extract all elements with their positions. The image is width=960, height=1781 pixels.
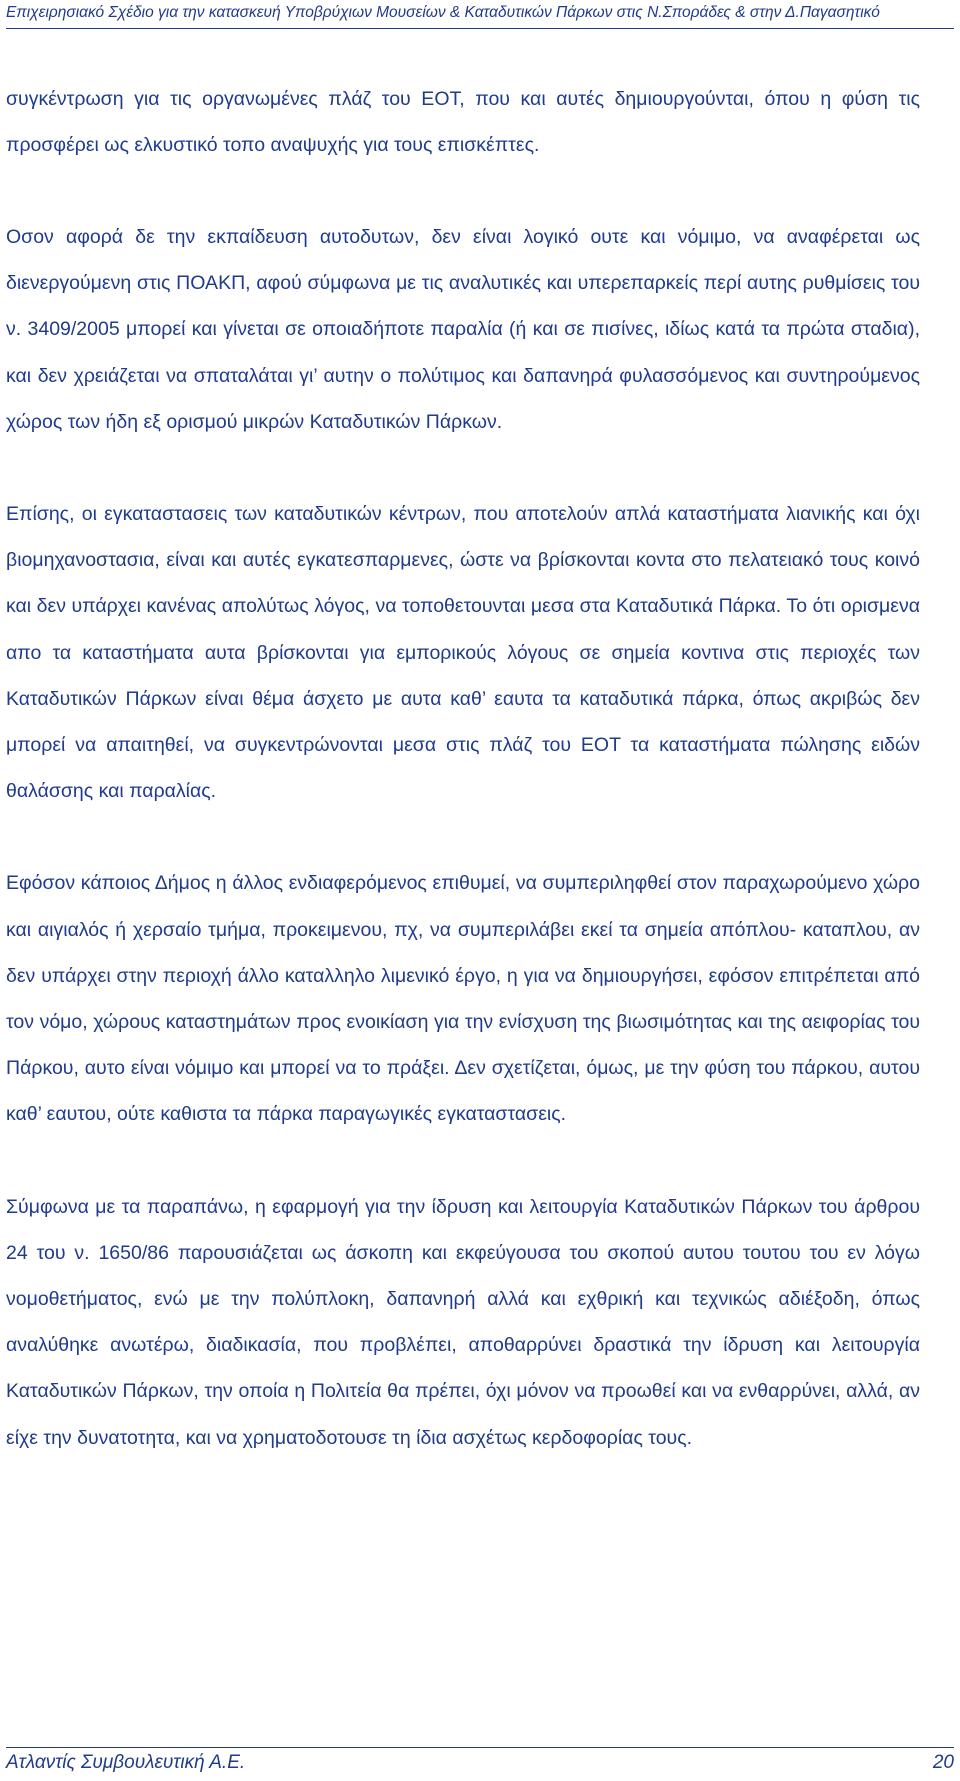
footer-company-name: Ατλαντίς Συμβουλευτική Α.Ε.	[6, 1752, 246, 1773]
paragraph-dive-center-facilities: Επίσης, οι εγκαταστασεις των καταδυτικών κέντρων, που αποτελούν απλά καταστήματα λιανικής και όχι βιομηχανοστασια, είναι και αυτές εγκατεσπαρμενες, ώστε να βρίσκονται κοντα στο πελατειακό τους κοινό και δεν υπάρχει κανένας απολύτως λόγος, να τοποθετουνται μεσα στα Καταδυτικά Πάρκα. Το ότι ορισμενα απο τα καταστήματα αυτα βρίσκονται για εμπορικούς λόγους σε σημεία κοντινα στις περιοχές των Καταδυτικών Πάρκων είναι θέμα άσχετο με αυτα καθ’ εαυτα τα καταδυτικά πάρκα, όπως ακριβώς δεν μπορεί να απαιτηθεί, να συγκεντρώνονται μεσα στις πλάζ του ΕΟΤ τα καταστήματα πώλησης ειδών θαλάσσης και παραλίας.	[6, 503, 920, 803]
footer-divider	[6, 1747, 954, 1748]
document-body	[6, 76, 920, 1461]
paragraph-continuation: συγκέντρωση για τις οργανωμένες πλάζ του ΕΟΤ, που και αυτές δημιουργούνται, όπου η φύση τις προσφέρει ως ελκυστικό τοπο αναψυχής για τους επισκέπτες.	[6, 88, 920, 157]
page-number: 20	[932, 1752, 954, 1773]
paragraph-municipality-space: Εφόσον κάποιος Δήμος η άλλος ενδιαφερόμενος επιθυμεί, να συμπεριληφθεί στον παραχωρούμενο χώρο και αιγιαλός ή χερσαίο τμήμα, προκειμενου, πχ, να συμπεριλάβει εκεί τα σημεία απόπλου- καταπλου, αν δεν υπάρχει στην περιοχή άλλο καταλληλο λιμενικό έργο, η για να δημιουργήσει, εφόσον επιτρέπεται από τον νόμο, χώρους καταστημάτων προς ενοικίαση για την ενίσχυση της βιωσιμότητας και της αειφορίας του Πάρκου, αυτο είναι νόμιμο και μπορεί να το πράξει. Δεν σχετίζεται, όμως, με την φύση του πάρκου, αυτου καθ’ εαυτου, ούτε καθιστα τα πάρκα παραγωγικές εγκαταστασεις.	[6, 872, 920, 1126]
header-divider	[6, 28, 954, 29]
running-header: Επιχειρησιακό Σχέδιο για την κατασκευή Υποβρύχιων Μουσείων & Καταδυτικών Πάρκων στις Ν.Σποράδες & στην Δ.Παγασητικό	[6, 4, 880, 21]
paragraph-conclusion: Σύμφωνα με τα παραπάνω, η εφαρμογή για την ίδρυση και λειτουργία Καταδυτικών Πάρκων του άρθρου 24 του ν. 1650/86 παρουσιάζεται ως άσκοπη και εκφεύγουσα του σκοπού αυτου τουτου του εν λόγω νομοθετήματος, ενώ με την πολύπλοκη, δαπανηρή αλλά και εχθρική και τεχνικώς αδιέξοδη, όπως αναλύθηκε ανωτέρω, διαδικασία, που προβλέπει, αποθαρρύνει δραστικά την ίδρυση και λειτουργία Καταδυτικών Πάρκων, την οποία η Πολιτεία θα πρέπει, όχι μόνον να προωθεί και να ενθαρρύνει, αλλά, αν είχε την δυνατοτητα, και να χρηματοδοτουσε τη ίδια ασχέτως κερδοφορίας τους.	[6, 1195, 920, 1449]
paragraph-diver-training: Οσον αφορά δε την εκπαίδευση αυτοδυτων, δεν είναι λογικό ουτε και νόμιμο, να αναφέρεται ως διενεργούμενη στις ΠΟΑΚΠ, αφού σύμφωνα με τις αναλυτικές και υπερεπαρκείς περί αυτης ρυθμίσεις του ν. 3409/2005 μπορεί και γίνεται σε οποιαδήποτε παραλία (ή και σε πισίνες, ιδίως κατά τα πρώτα σταδια), και δεν χρειάζεται να σπαταλάται γι’ αυτην ο πολύτιμος και δαπανηρά φυλασσόμενος και συντηρούμενος χώρος των ήδη εξ ορισμού μικρών Καταδυτικών Πάρκων.	[6, 226, 920, 433]
